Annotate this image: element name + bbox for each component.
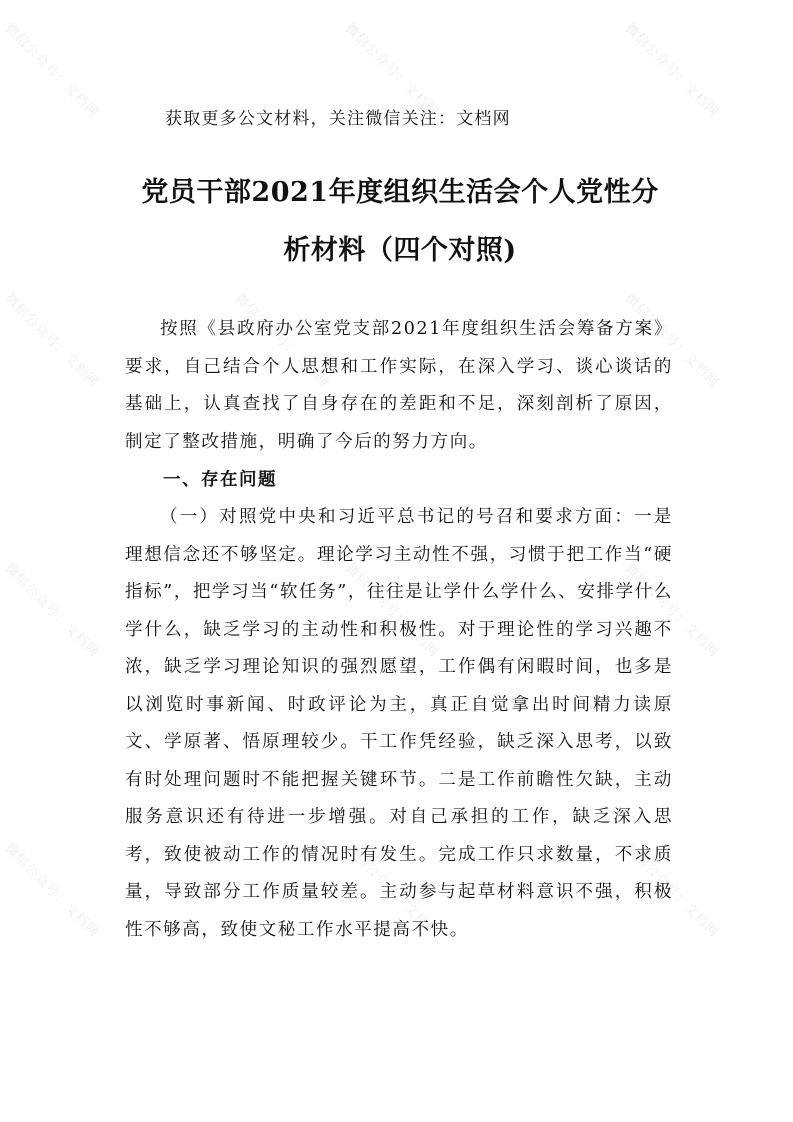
watermark: 微信公众号：文档网 [341,841,442,941]
watermark: 微信公众号：文档网 [1,291,102,391]
watermark: 微信公众号：文档网 [621,561,722,661]
section-heading: 一、存在问题 [163,470,277,490]
intro-paragraph: 按照《县政府办公室党支部2021年度组织生活会筹备方案》要求，自己结合个人思想和工作实际，在深入学习、谈心谈话的基础上，认真查找了自身存在的差距和不足，深刻剖析了原因，制定了整改措施，明确了今后的努力方向。 [125,319,673,452]
watermark: 微信公众号：文档网 [341,561,442,661]
watermark: 微信公众号：文档网 [1,21,102,121]
watermark: 微信公众号：文档网 [341,21,442,121]
document-title-line-1: 党员干部2021年度组织生活会个人党性分 [141,177,659,208]
watermark: 微信公众号：文档网 [621,291,722,391]
header-note: 获取更多公文材料，关注微信关注：文档网 [165,109,511,129]
watermark: 微信公众号：文档网 [621,841,722,941]
document-title-line-2: 析材料（四个对照) [283,235,517,266]
watermark: 微信公众号：文档网 [231,291,332,391]
watermark: 微信公众号：文档网 [1,841,102,941]
body-paragraph: （一）对照党中央和习近平总书记的号召和要求方面：一是理想信念还不够坚定。理论学习主动性不强，习惯于把工作当“硬指标”，把学习当“软任务”，往往是让学什么学什么、安排学什么学什么，缺乏学习的主动性和积极性。对于理论性的学习兴趣不浓，缺乏学习理论知识的强烈愿望，工作偶有闲暇时间，也多是以浏览时事新闻、时政评论为主，真正自觉拿出时间精力读原文、学原著、悟原理较少。干工作凭经验，缺乏深入思考，以致有时处理问题时不能把握关键环节。二是工作前瞻性欠缺，主动服务意识还有待进一步增强。对自己承担的工作，缺乏深入思考，致使被动工作的情况时有发生。完成工作只求数量，不求质量，导致部分工作质量较差。主动参与起草材料意识不强，积极性不够高，致使文秘工作水平提高不快。 [125,507,673,940]
watermark: 微信公众号：文档网 [621,21,722,121]
watermark: 微信公众号：文档网 [1,561,102,661]
